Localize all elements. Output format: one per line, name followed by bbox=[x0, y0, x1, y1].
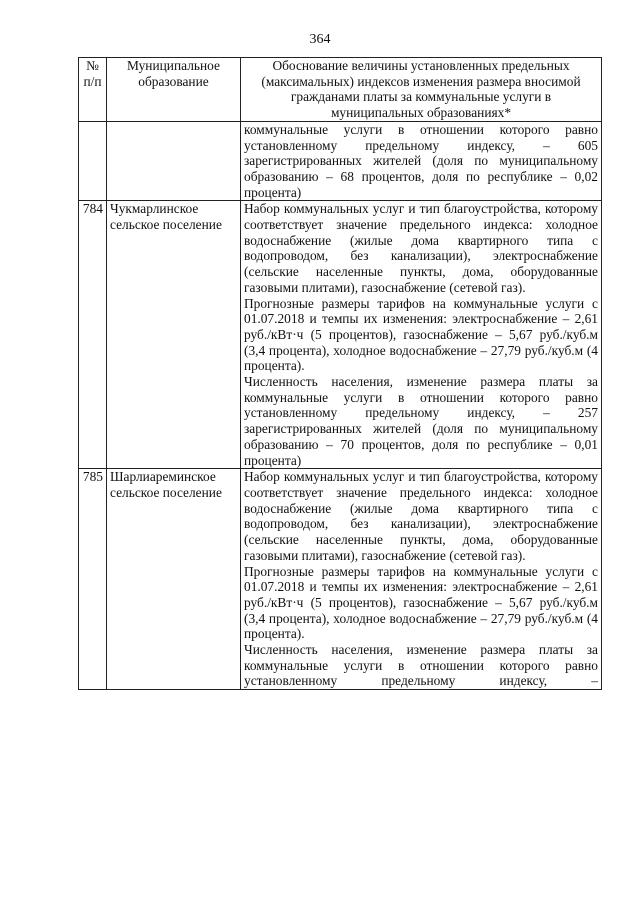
header-justification: Обоснование величины установленных предельных (максимальных) индексов изменения размера вносимой гражданами платы за коммунальные услуги в муниципальных образованиях* bbox=[241, 58, 602, 122]
header-number: № п/п bbox=[79, 58, 107, 122]
row-justification bbox=[241, 201, 602, 469]
justification-paragraph-population: Численность населения, изменение размера платы за коммунальные услуги в отношении которого равно установленному предельному индексу, – bbox=[244, 642, 598, 689]
justification-paragraph: коммунальные услуги в отношении которого равно установленному предельному индексу, – 605 зарегистрированных жителей (доля по муниципальному образованию – 68 процентов, доля по республике – 0,02 процента) bbox=[244, 121, 598, 200]
justification-paragraph-population: Численность населения, изменение размера платы за коммунальные услуги в отношении которого равно установленному предельному индексу, – 257 зарегистрированных жителей (доля по муниципальному образованию – 70 процентов, доля по республике – 0,01 процента) bbox=[244, 374, 598, 468]
justification-paragraph-tariffs: Прогнозные размеры тарифов на коммунальные услуги с 01.07.2018 и темпы их изменения: электроснабжение – 2,61 руб./кВт·ч (5 процентов), газоснабжение – 5,67 руб./куб.м (3,4 процента), холодное водоснабжение – 27,79 руб./куб.м (4 процента). bbox=[244, 563, 598, 642]
justification-paragraph-utilities: Набор коммунальных услуг и тип благоустройства, которому соответствует значение предельного индекса: холодное водоснабжение (жилые дома квартирного типа с водопроводом, без канализации), электроснабжение (сельские населенные пункты, дома, оборудованные газовыми плитами), газоснабжение (сетевой газ). bbox=[244, 469, 598, 563]
justification-paragraph-utilities: Набор коммунальных услуг и тип благоустройства, которому соответствует значение предельного индекса: холодное водоснабжение (жилые дома квартирного типа с водопроводом, без канализации), электроснабжение (сельские населенные пункты, дома, оборудованные газовыми плитами), газоснабжение (сетевой газ). bbox=[244, 201, 598, 295]
justification-paragraph-tariffs: Прогнозные размеры тарифов на коммунальные услуги с 01.07.2018 и темпы их изменения: электроснабжение – 2,61 руб./кВт·ч (5 процентов), газоснабжение – 5,67 руб./куб.м (3,4 процента), холодное водоснабжение – 27,79 руб./куб.м (4 процента). bbox=[244, 295, 598, 374]
row-municipality: Чукмарлинское сельское поселение bbox=[107, 201, 241, 469]
row-justification bbox=[241, 121, 602, 201]
row-number bbox=[79, 121, 107, 201]
row-municipality: Шарлиареминское сельское поселение bbox=[107, 469, 241, 690]
row-number: 784 bbox=[79, 201, 107, 469]
table-header-row bbox=[79, 58, 602, 122]
row-justification bbox=[241, 469, 602, 690]
page-number: 364 bbox=[309, 32, 331, 47]
header-municipality: Муниципальное образование bbox=[107, 58, 241, 122]
row-municipality bbox=[107, 121, 241, 201]
table-row-continuation bbox=[79, 121, 602, 201]
tariff-index-table bbox=[78, 57, 602, 690]
table-row-785 bbox=[79, 469, 602, 690]
row-number: 785 bbox=[79, 469, 107, 690]
table-row-784 bbox=[79, 201, 602, 469]
